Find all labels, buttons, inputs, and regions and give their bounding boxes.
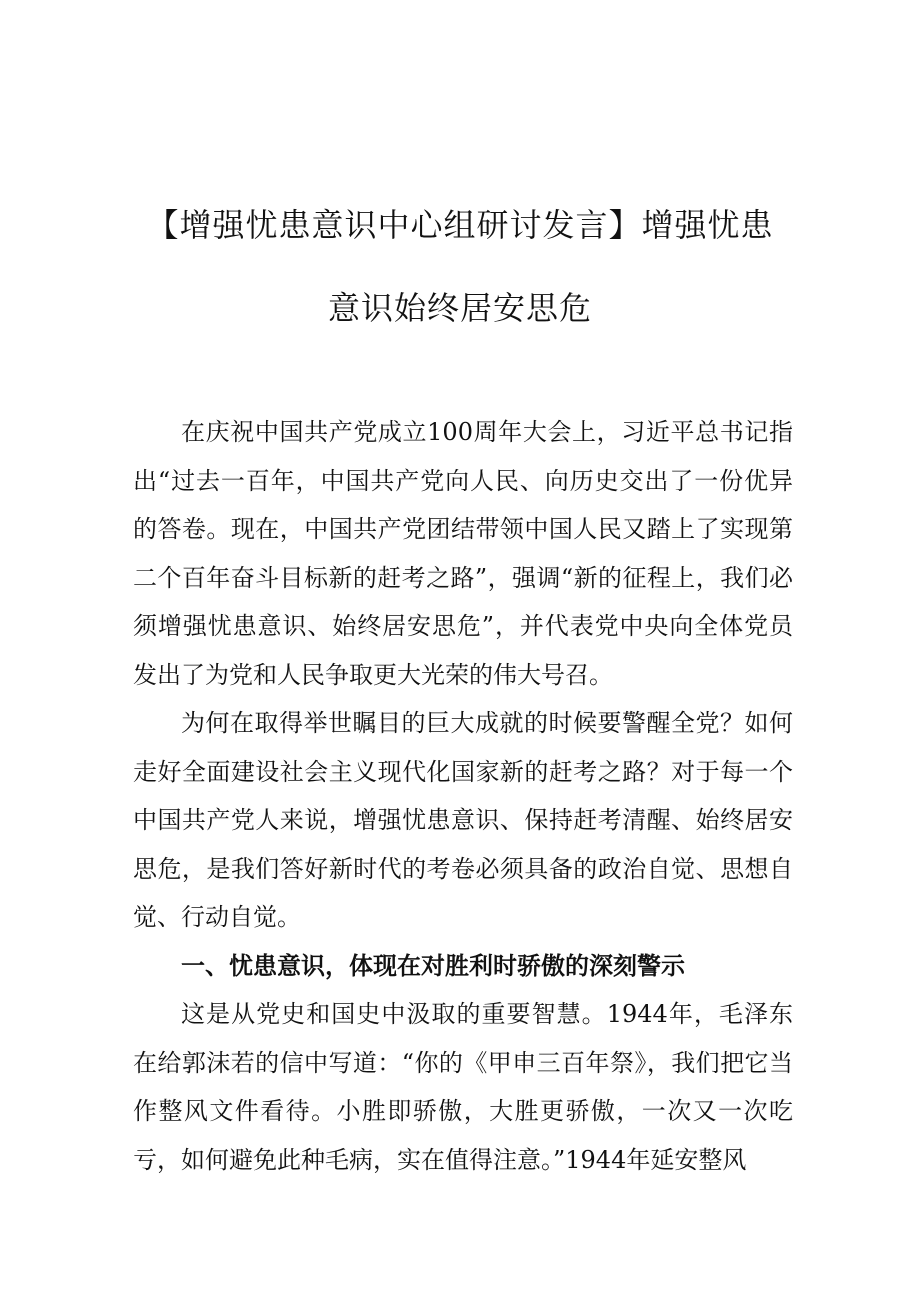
document-title-line-2: 意识始终居安思危 <box>327 289 592 327</box>
section-1-paragraph: 这是从党史和国史中汲取的重要智慧。1944年，毛泽东在给郭沫若的信中写道：“你的《甲申三百年祭》，我们把它当作整风文件看待。小胜即骄傲，大胜更骄傲，一次又一次吃亏，如何避免此种毛病，实在值得注意。”1944年延安整风 <box>133 1000 793 1174</box>
document-body <box>133 408 793 1184</box>
section-heading-1: 一、忧患意识，体现在对胜利时骄傲的深刻警示 <box>181 951 685 980</box>
body-paragraph-1: 在庆祝中国共产党成立100周年大会上，习近平总书记指出“过去一百年，中国共产党向人民、向历史交出了一份优异的答卷。现在，中国共产党团结带领中国人民又踏上了实现第二个百年奋斗目标新的赶考之路”，强调“新的征程上，我们必须增强忧患意识、始终居安思危”，并代表党中央向全体党员发出了为党和人民争取更大光荣的伟大号召。 <box>133 418 793 689</box>
body-paragraph-2: 为何在取得举世瞩目的巨大成就的时候要警醒全党？如何走好全面建设社会主义现代化国家新的赶考之路？对于每一个中国共产党人来说，增强忧患意识、保持赶考清醒、始终居安思危，是我们答好新时代的考卷必须具备的政治自觉、思想自觉、行动自觉。 <box>133 709 793 931</box>
document-title-line-1: 【增强忧患意识中心组研讨发言】增强忧患 <box>146 206 774 244</box>
